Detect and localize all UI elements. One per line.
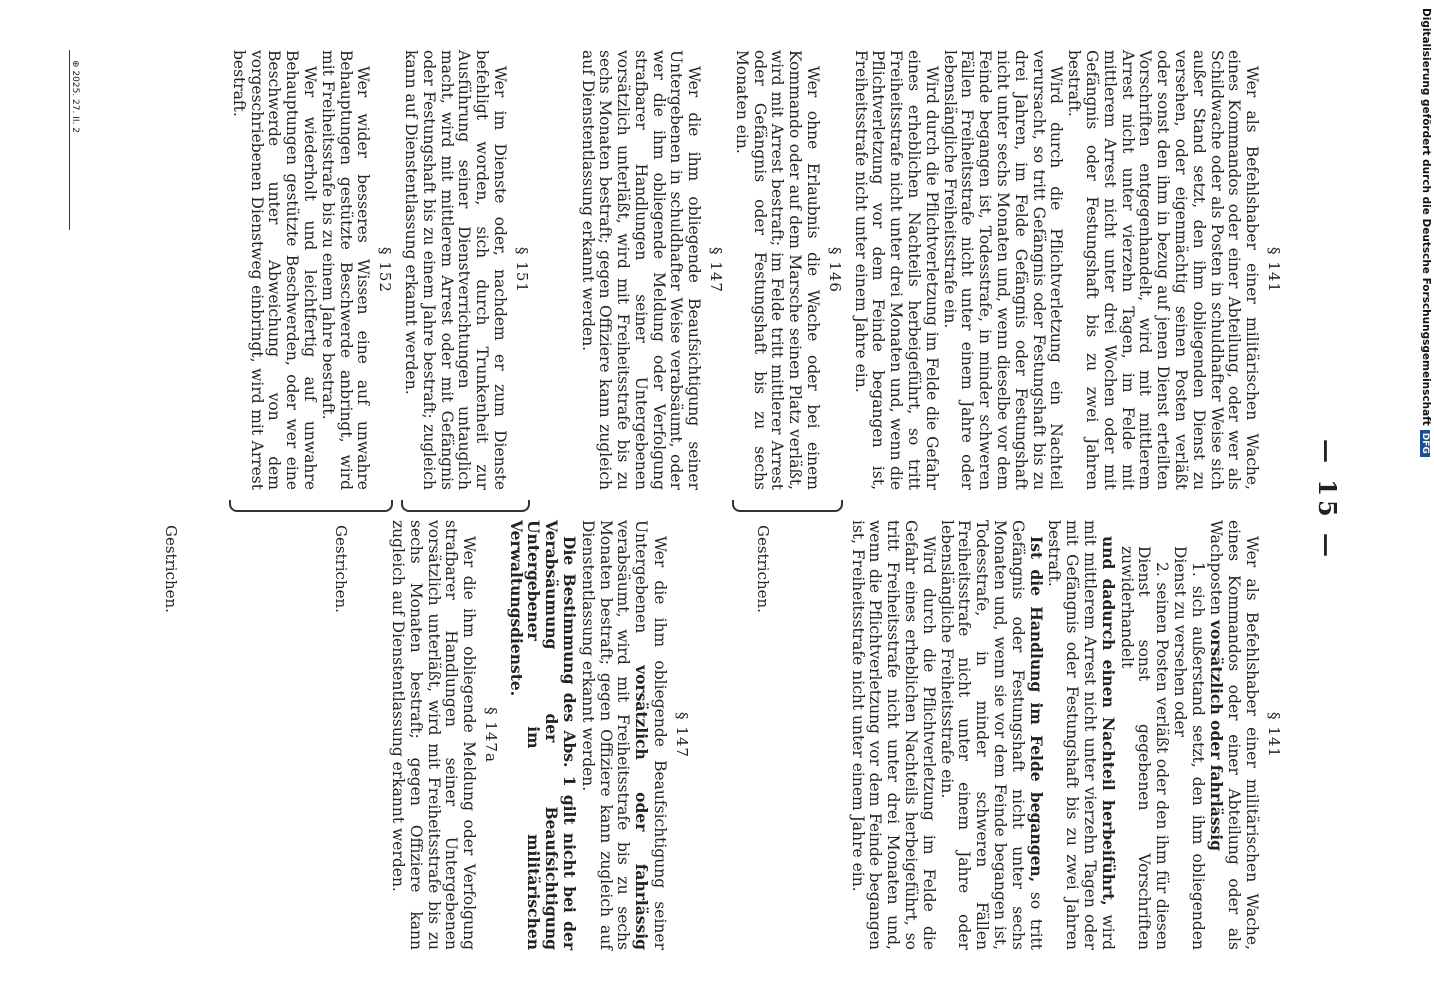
paragraph: Die Bestimmung des Abs. 1 gilt nicht bei der Verabsäumung der Beaufsichtigung Untergebener im militärischen Verwaltungsdienste. <box>506 520 580 950</box>
paragraph: und dadurch einen Nachteil herbeiführt, wird mit mittlerem Arrest nicht unter vierzehn Tagen oder mit Gefängnis oder Festungshaft bis zu zwei Jahren bestraft. <box>1045 520 1118 950</box>
page-number: — 15 — <box>1313 438 1342 562</box>
paragraph: Wird durch die Pflichtverletzung im Felde die Gefahr eines erheblichen Nachteils herbeigeführt, so tritt Freiheitsstrafe nicht unter drei Monaten und, wenn die Pflichtverletzung vor dem Feinde begangen ist, Freiheitsstrafe nicht unter einem Jahre ein. <box>848 520 938 950</box>
paragraph: Wird durch die Pflichtverletzung im Felde die Gefahr eines erheblichen Nachteils herbeigeführt, so tritt Freiheitsstrafe nicht unter drei Monaten und, wenn die Pflichtverletzung vor dem Feinde begangen ist, Freiheitsstrafe nicht unter einem Jahre ein. <box>851 50 941 490</box>
brace-block-151 <box>401 50 530 490</box>
struck-note-151: Gestrichen. <box>332 525 350 613</box>
section-heading: § 147a <box>481 707 500 763</box>
paragraph: Wer im Dienste oder, nachdem er zum Dienste befehligt worden, sich durch Trunkenheit zur Ausführung seiner Dienstverrichtungen untauglich macht, wird mit mittlerem Arrest oder mit Gefängnis oder Festungshaft bis zu einem Jahre bestraft; zugleich kann auf Dienstentlassung erkannt werden. <box>401 50 509 490</box>
paragraph: Wird durch die Pflichtverletzung ein Nachteil verursacht, so tritt Gefängnis oder Festungshaft bis zu drei Jahren, im Felde Gefängnis oder Festungshaft nicht unter sechs Monaten und, wenn dieselbe vor dem Feinde begangen ist, Todesstrafe, in minder schweren Fällen Freiheitsstrafe nicht unter einem Jahre oder lebenslängliche Freiheitsstrafe ein. <box>940 50 1066 490</box>
brace-block-152 <box>229 50 393 490</box>
paragraph: Wer die ihm obliegende Beaufsichtigung seiner Untergebenen in schuldhafter Weise verabsäumt, oder wer die ihm obliegende Meldung oder Verfolgung strafbarer Handlungen seiner Untergebenen vorsätzlich unterläßt, wird mit Freiheitsstrafe bis zu sechs Monaten bestraft; gegen Offiziere kann zugleich auf Dienstentlassung erkannt werden. <box>578 50 704 490</box>
paragraph: Wer als Befehlshaber einer militärischen Wache, eines Kommandos oder einer Abteilung oder als Wachposten vorsätzlich oder fahrlässig <box>1206 520 1262 950</box>
digitization-credit: Digitalisierung gefördert durch die Deutsche ForschungsgemeinschaftDFG <box>1416 8 1434 400</box>
list-item: 2. seinen Posten verläßt oder den ihm für diesen Dienst sonst gegebenen Vorschriften zuwiderhandelt <box>1117 546 1172 950</box>
section-heading: § 141 <box>1265 712 1283 758</box>
brace <box>732 500 843 512</box>
section-heading: § 147 <box>707 247 726 293</box>
struck-note-152: Gestrichen. <box>162 525 180 613</box>
brace <box>401 500 530 512</box>
paragraph: Wer als Befehlshaber einer militärischen Wache, eines Kommandos oder einer Abteilung, oder wer als Schildwache oder als Posten in schuldhafter Weise sich außer Stand setzt, den ihm obliegenden Dienst zu versehen, oder eigenmächtig seinen Posten verläßt oder sonst den ihm in bezug auf jenen Dienst erteilten Vorschriften entgegenhandelt, wird mit mittlerem Arrest nicht unter vierzehn Tagen, im Felde mit mittlerem Arrest nicht unter drei Wochen oder mit Gefängnis oder Festungshaft bis zu zwei Jahren bestraft. <box>1065 50 1262 490</box>
section-heading: § 147 <box>672 712 691 758</box>
section-heading: § 151 <box>512 247 531 293</box>
dfg-logo: DFG <box>1420 430 1430 457</box>
left-column <box>229 50 1290 490</box>
document-page <box>10 20 1360 980</box>
print-stamp: ⊕ 2025. 27. II. 2 <box>70 60 80 133</box>
section-heading: § 146 <box>825 247 844 293</box>
brace <box>229 500 393 512</box>
paragraph: Wer ohne Erlaubnis die Wache oder bei einem Kommando oder auf dem Marsche seinen Platz verläßt, wird mit Arrest bestraft; im Felde tritt mittlerer Arrest oder Gefängnis oder Festungshaft bis zu sechs Monaten ein. <box>732 50 823 490</box>
brace-block-146 <box>732 50 843 490</box>
section-heading: § 141 <box>1265 247 1283 293</box>
paragraph: Wer die ihm obliegende Beaufsichtigung seiner Untergebenen vorsätzlich oder fahrlässig verabsäumt, wird mit Freiheitsstrafe bis zu sechs Monaten bestraft; gegen Offiziere kann zugleich auf Dienstentlassung erkannt werden. <box>578 520 670 950</box>
paragraph: Wer die ihm obliegende Meldung oder Verfolgung strafbarer Handlungen seiner Untergebenen vorsätzlich unterläßt, wird mit Freiheitsstrafe bis zu sechs Monaten bestraft; gegen Offiziere kann zugleich auf Dienstentlassung erkannt werden. <box>388 520 479 950</box>
paragraph: Ist die Handlung im Felde begangen, so tritt Gefängnis oder Festungshaft nicht unter sechs Monaten und, wenn sie vor dem Feinde begangen ist, Todesstrafe, in minder schweren Fällen Freiheitsstrafe nicht unter einem Jahre oder lebenslängliche Freiheitsstrafe ein. <box>937 520 1046 950</box>
list-item: 1. sich außerstand setzt, den ihm obliegenden Dienst zu versehen oder <box>1171 546 1207 950</box>
paragraph: Wer wider besseres Wissen eine auf unwahre Behauptungen gestützte Beschwerde anbringt, wird mit Freiheitsstrafe bis zu einem Jahre bestraft. <box>318 50 373 490</box>
struck-note-146: Gestrichen. <box>754 525 772 613</box>
right-column <box>388 520 1290 950</box>
paragraph: Wer wiederholt und leichtfertig auf unwahre Behauptungen gestützte Beschwerden, oder wer eine Beschwerde unter Abweichung von dem vorgeschriebenen Dienstweg einbringt, wird mit Arrest bestraft. <box>229 50 319 490</box>
section-heading: § 152 <box>376 247 395 293</box>
